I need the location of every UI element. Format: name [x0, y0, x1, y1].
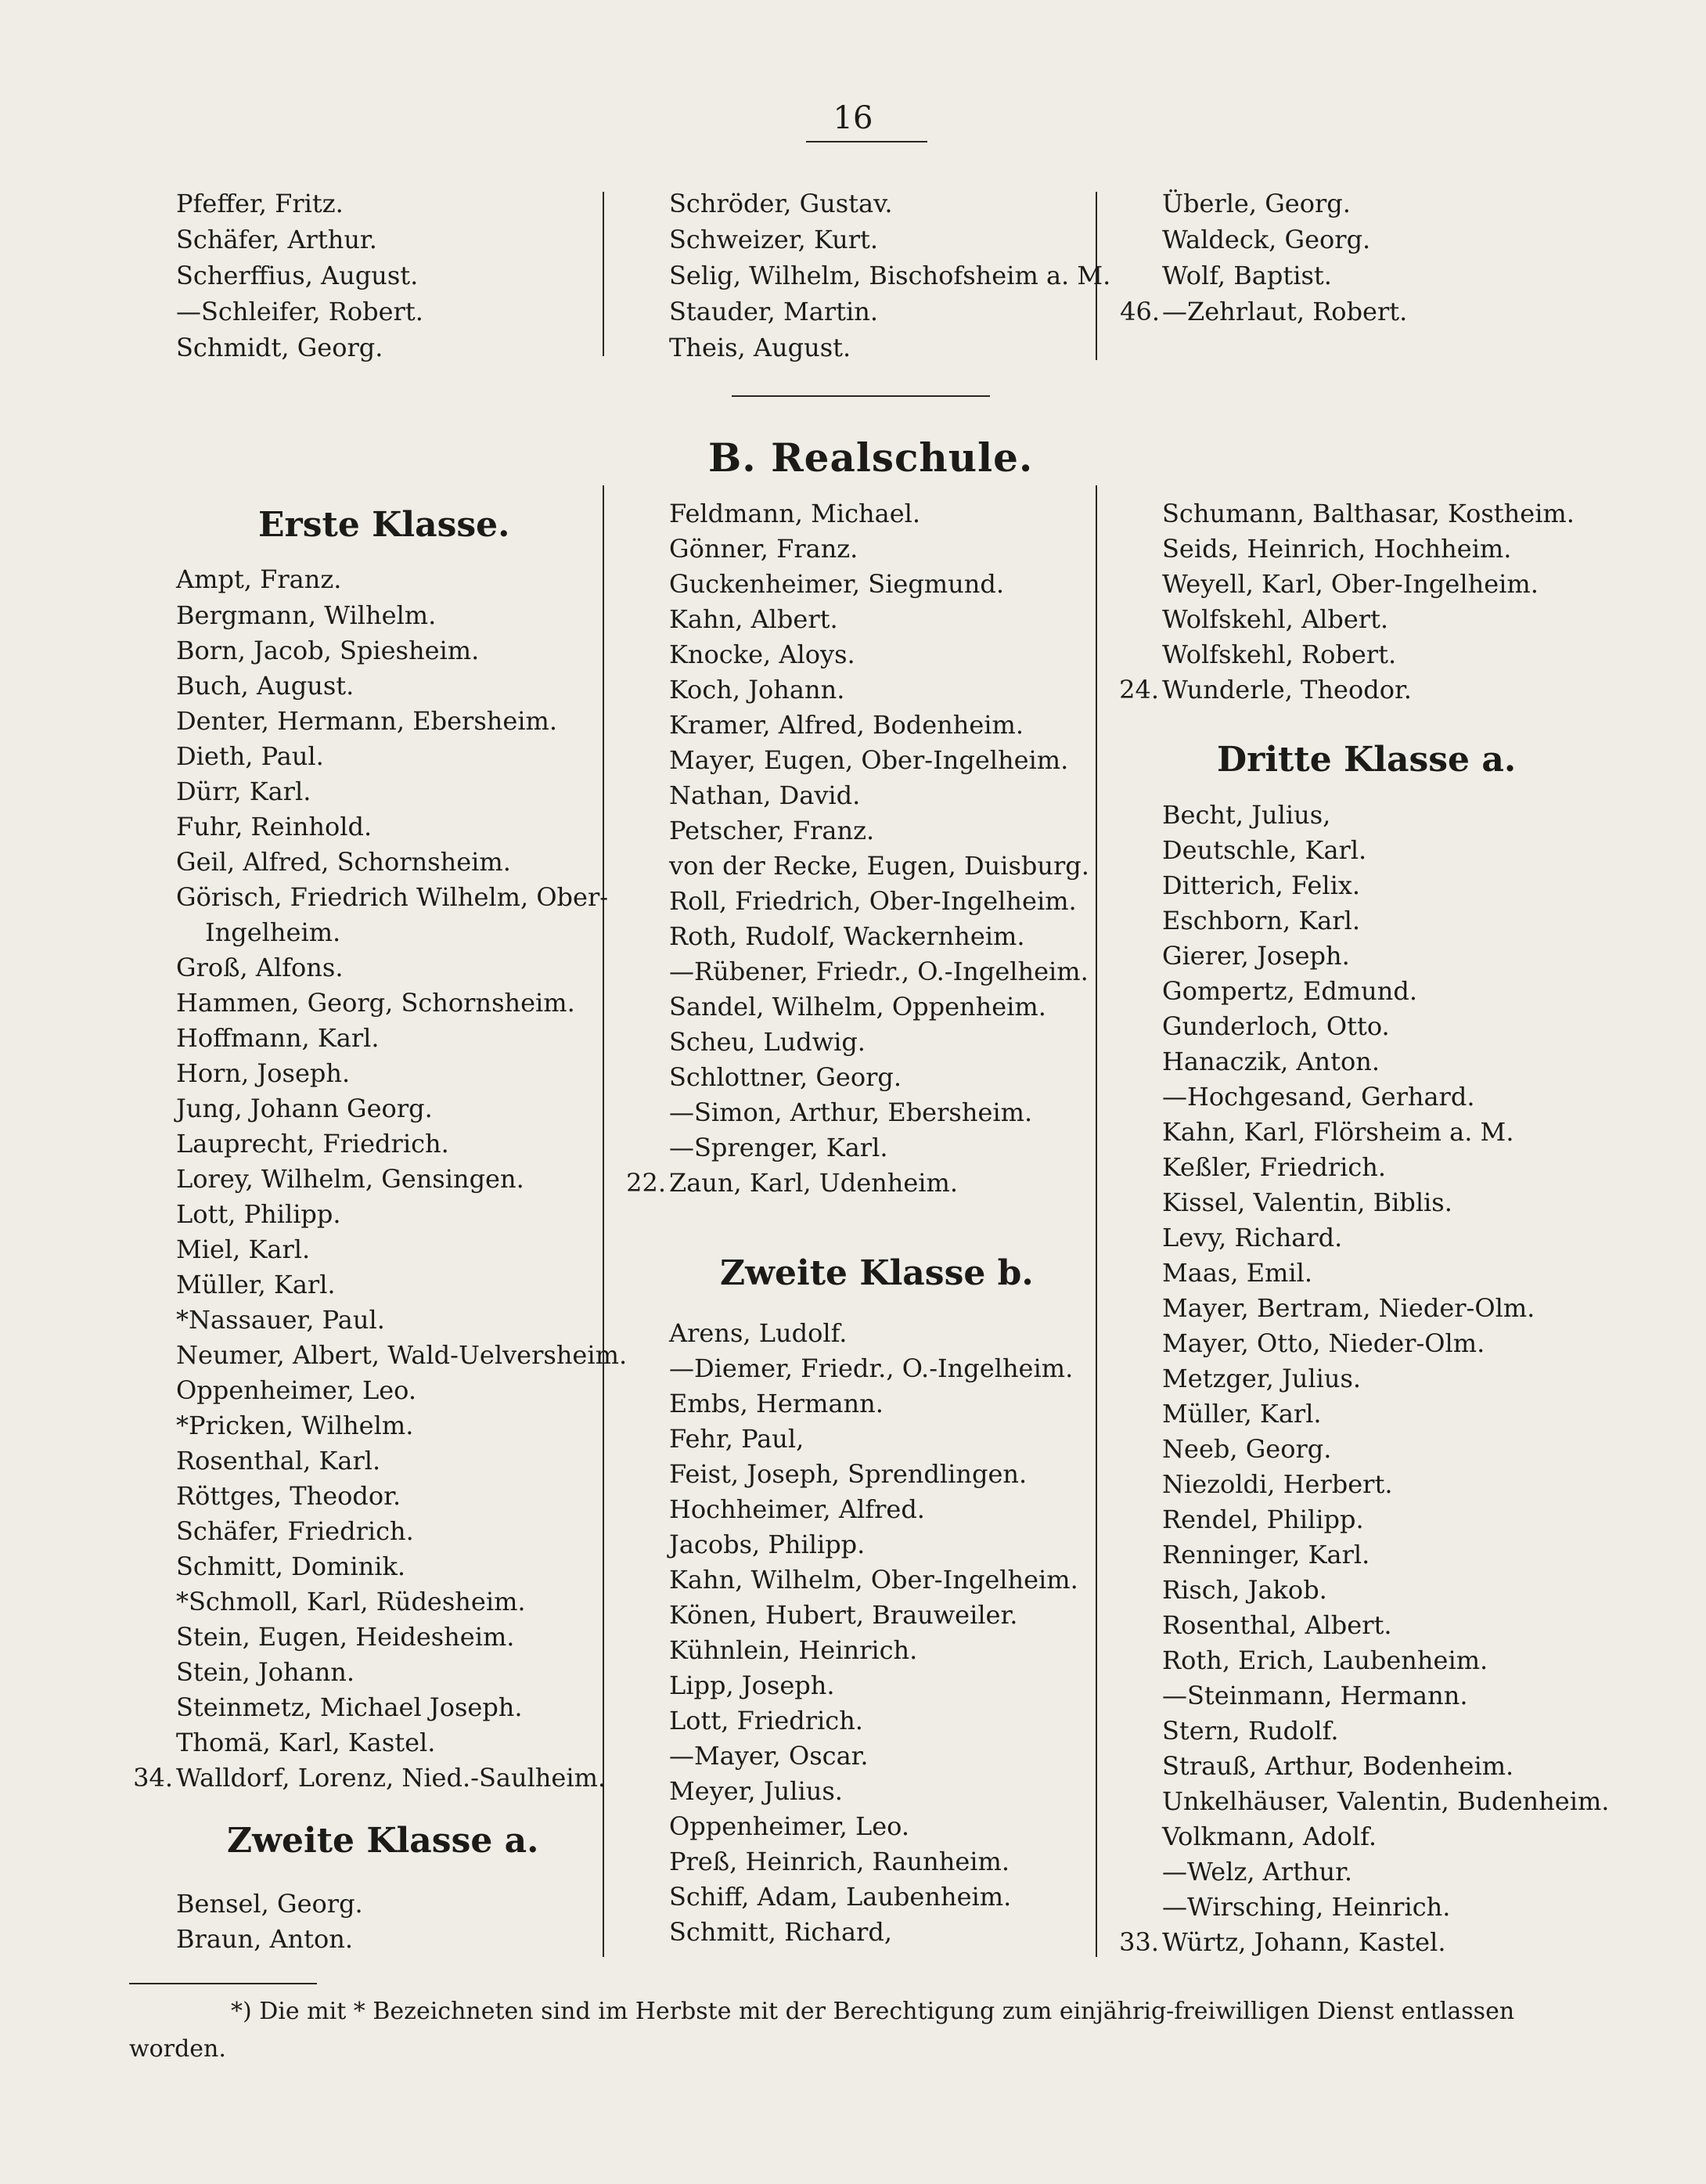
list-item: —Simon, Arthur, Ebersheim. [669, 1097, 1033, 1127]
list-item: Becht, Julius, [1162, 800, 1331, 830]
list-item: Gönner, Franz. [669, 534, 858, 564]
list-item: Gierer, Joseph. [1162, 941, 1350, 971]
list-item: Hanaczik, Anton. [1162, 1047, 1380, 1076]
list-item: Sandel, Wilhelm, Oppenheim. [669, 992, 1046, 1022]
list-item: Wolfskehl, Robert. [1162, 640, 1397, 669]
section-divider-rule [732, 395, 990, 397]
list-item: Görisch, Friedrich Wilhelm, Ober- [176, 882, 609, 912]
heading-zweite-klasse-b: Zweite Klasse b. [720, 1253, 1034, 1293]
list-item: Ingelheim. [205, 917, 341, 947]
list-item: Oppenheimer, Leo. [669, 1811, 909, 1841]
list-item: Born, Jacob, Spiesheim. [176, 636, 480, 665]
list-item: Stein, Johann. [176, 1657, 355, 1687]
list-item: Deutschle, Karl. [1162, 835, 1367, 865]
list-item: Roth, Rudolf, Wackernheim. [669, 921, 1025, 951]
list-item: —Mayer, Oscar. [669, 1741, 869, 1771]
list-item: Könen, Hubert, Brauweiler. [669, 1600, 1018, 1630]
list-item: Überle, Georg. [1162, 189, 1351, 218]
heading-erste-klasse: Erste Klasse. [258, 505, 510, 545]
list-item: Weyell, Karl, Ober-Ingelheim. [1162, 569, 1539, 599]
list-item: —Schleifer, Robert. [176, 297, 423, 326]
list-item: Jung, Johann Georg. [176, 1094, 433, 1123]
list-item: Braun, Anton. [176, 1924, 354, 1954]
column-rule-left-bottom [603, 485, 604, 1957]
section-heading-realschule: B. Realschule. [708, 434, 1034, 481]
list-item: Schmitt, Richard, [669, 1917, 892, 1947]
list-count: 33. [1119, 1927, 1159, 1957]
list-item: Risch, Jakob. [1162, 1575, 1327, 1605]
list-item: Preß, Heinrich, Raunheim. [669, 1847, 1010, 1876]
list-item: Renninger, Karl. [1162, 1540, 1370, 1570]
list-item: Schäfer, Arthur. [176, 225, 377, 254]
list-item: Feldmann, Michael. [669, 499, 921, 528]
list-item: Lipp, Joseph. [669, 1670, 835, 1700]
list-item: Röttges, Theodor. [176, 1481, 401, 1511]
list-item: Mayer, Bertram, Nieder-Olm. [1162, 1293, 1535, 1323]
list-item: Volkmann, Adolf. [1162, 1822, 1377, 1851]
list-item: Hochheimer, Alfred. [669, 1494, 925, 1524]
list-item: Ampt, Franz. [176, 564, 342, 594]
list-item: *Schmoll, Karl, Rüdesheim. [176, 1587, 526, 1616]
list-item: Bergmann, Wilhelm. [176, 600, 437, 630]
list-item: Arens, Ludolf. [669, 1318, 848, 1348]
list-item: Groß, Alfons. [176, 953, 344, 982]
list-item: Theis, August. [669, 333, 851, 362]
list-item: Thomä, Karl, Kastel. [176, 1728, 436, 1757]
list-item: Hammen, Georg, Schornsheim. [176, 988, 575, 1018]
list-item: Metzger, Julius. [1162, 1364, 1362, 1393]
list-item: Würtz, Johann, Kastel. [1162, 1927, 1446, 1957]
list-item: Dürr, Karl. [176, 777, 311, 806]
list-item: Lauprecht, Friedrich. [176, 1129, 449, 1159]
footnote-line-2: worden. [129, 2035, 226, 2063]
list-item: Schumann, Balthasar, Kostheim. [1162, 499, 1575, 528]
list-item: Mayer, Otto, Nieder-Olm. [1162, 1328, 1485, 1358]
list-count: 34. [133, 1763, 173, 1793]
list-item: Wunderle, Theodor. [1162, 675, 1412, 705]
list-item: Horn, Joseph. [176, 1058, 351, 1088]
list-item: Rosenthal, Albert. [1162, 1610, 1392, 1640]
list-item: Stern, Rudolf. [1162, 1716, 1339, 1746]
list-item: Wolf, Baptist. [1162, 261, 1332, 290]
list-item: Walldorf, Lorenz, Nied.-Saulheim. [176, 1763, 606, 1793]
list-item: Roll, Friedrich, Ober-Ingelheim. [669, 886, 1077, 916]
list-item: Kissel, Valentin, Biblis. [1162, 1188, 1452, 1217]
list-item: Kühnlein, Heinrich. [669, 1635, 918, 1665]
list-item: —Rübener, Friedr., O.-Ingelheim. [669, 957, 1089, 986]
list-item: Kramer, Alfred, Bodenheim. [669, 710, 1024, 740]
list-item: Dieth, Paul. [176, 741, 324, 771]
list-item: Knocke, Aloys. [669, 640, 855, 669]
list-item: Schiff, Adam, Laubenheim. [669, 1882, 1012, 1912]
list-item: Stauder, Martin. [669, 297, 879, 326]
footnote-rule [129, 1983, 317, 1984]
page-number: 16 [833, 100, 873, 136]
list-item: Selig, Wilhelm, Bischofsheim a. M. [669, 261, 1111, 290]
list-item: Lott, Philipp. [176, 1199, 341, 1229]
list-item: Rendel, Philipp. [1162, 1505, 1364, 1534]
list-item: Wolfskehl, Albert. [1162, 604, 1389, 634]
list-item: Schweizer, Kurt. [669, 225, 879, 254]
list-item: Embs, Hermann. [669, 1389, 884, 1418]
list-count: 46. [1120, 297, 1160, 326]
list-item: —Diemer, Friedr., O.-Ingelheim. [669, 1353, 1074, 1383]
list-item: Schmidt, Georg. [176, 333, 383, 362]
list-item: Scheu, Ludwig. [669, 1027, 866, 1057]
list-item: Seids, Heinrich, Hochheim. [1162, 534, 1512, 564]
list-item: —Hochgesand, Gerhard. [1162, 1082, 1475, 1112]
list-item: Schäfer, Friedrich. [176, 1516, 414, 1546]
list-item: —Welz, Arthur. [1162, 1857, 1353, 1887]
list-item: Lorey, Wilhelm, Gensingen. [176, 1164, 524, 1194]
list-item: von der Recke, Eugen, Duisburg. [669, 851, 1089, 881]
heading-dritte-klasse-a: Dritte Klasse a. [1217, 740, 1517, 780]
list-item: Maas, Emil. [1162, 1258, 1313, 1288]
list-item: —Zehrlaut, Robert. [1162, 297, 1408, 326]
list-item: Strauß, Arthur, Bodenheim. [1162, 1751, 1514, 1781]
list-item: Bensel, Georg. [176, 1889, 363, 1919]
list-count: 22. [626, 1168, 666, 1198]
list-item: Fuhr, Reinhold. [176, 812, 373, 842]
list-item: Hoffmann, Karl. [176, 1023, 380, 1053]
list-item: Jacobs, Philipp. [669, 1530, 866, 1559]
list-item: Fehr, Paul, [669, 1424, 804, 1454]
list-item: Schlottner, Georg. [669, 1062, 902, 1092]
list-item: *Pricken, Wilhelm. [176, 1411, 414, 1440]
list-item: —Wirsching, Heinrich. [1162, 1892, 1451, 1922]
list-item: *Nassauer, Paul. [176, 1305, 385, 1335]
list-item: Kahn, Albert. [669, 604, 838, 634]
list-item: Ditterich, Felix. [1162, 870, 1361, 900]
list-item: Neeb, Georg. [1162, 1434, 1332, 1464]
column-rule-right-bottom [1096, 485, 1097, 1957]
list-item: —Sprenger, Karl. [669, 1133, 888, 1162]
list-item: Waldeck, Georg. [1162, 225, 1371, 254]
list-item: Stein, Eugen, Heidesheim. [176, 1622, 515, 1652]
list-item: Pfeffer, Fritz. [176, 189, 344, 218]
list-item: Zaun, Karl, Udenheim. [669, 1168, 959, 1198]
footnote-line-1: *) Die mit * Bezeichneten sind im Herbste mit der Berechtigung zum einjährig-freiwilligen Dienst entlassen [231, 1998, 1515, 2025]
list-item: Keßler, Friedrich. [1162, 1152, 1387, 1182]
column-rule-left-top [603, 192, 604, 356]
list-item: Steinmetz, Michael Joseph. [176, 1692, 523, 1722]
list-item: Nathan, David. [669, 780, 861, 810]
list-item: Feist, Joseph, Sprendlingen. [669, 1459, 1028, 1489]
page-number-rule [806, 141, 927, 142]
list-item: Geil, Alfred, Schornsheim. [176, 847, 511, 877]
list-item: Schröder, Gustav. [669, 189, 893, 218]
list-item: Müller, Karl. [176, 1270, 336, 1299]
list-item: Schmitt, Dominik. [176, 1552, 405, 1581]
list-count: 24. [1119, 675, 1159, 705]
list-item: Gunderloch, Otto. [1162, 1011, 1390, 1041]
list-item: Unkelhäuser, Valentin, Budenheim. [1162, 1786, 1610, 1816]
list-item: Guckenheimer, Siegmund. [669, 569, 1005, 599]
list-item: Mayer, Eugen, Ober-Ingelheim. [669, 745, 1069, 775]
list-item: Roth, Erich, Laubenheim. [1162, 1645, 1488, 1675]
list-item: Scherffius, August. [176, 261, 419, 290]
list-item: Petscher, Franz. [669, 816, 875, 845]
list-item: Eschborn, Karl. [1162, 906, 1360, 935]
list-item: Lott, Friedrich. [669, 1706, 863, 1735]
heading-zweite-klasse-a: Zweite Klasse a. [227, 1821, 539, 1861]
list-item: Müller, Karl. [1162, 1399, 1322, 1429]
list-item: Oppenheimer, Leo. [176, 1375, 416, 1405]
list-item: —Steinmann, Hermann. [1162, 1681, 1468, 1710]
list-item: Rosenthal, Karl. [176, 1446, 381, 1476]
list-item: Niezoldi, Herbert. [1162, 1469, 1393, 1499]
list-item: Neumer, Albert, Wald-Uelversheim. [176, 1340, 628, 1370]
list-item: Miel, Karl. [176, 1234, 311, 1264]
list-item: Levy, Richard. [1162, 1223, 1343, 1252]
list-item: Buch, August. [176, 671, 355, 701]
list-item: Denter, Hermann, Ebersheim. [176, 706, 558, 736]
list-item: Koch, Johann. [669, 675, 845, 705]
list-item: Meyer, Julius. [669, 1776, 843, 1806]
list-item: Kahn, Karl, Flörsheim a. M. [1162, 1117, 1514, 1147]
list-item: Kahn, Wilhelm, Ober-Ingelheim. [669, 1565, 1078, 1595]
list-item: Gompertz, Edmund. [1162, 976, 1418, 1006]
